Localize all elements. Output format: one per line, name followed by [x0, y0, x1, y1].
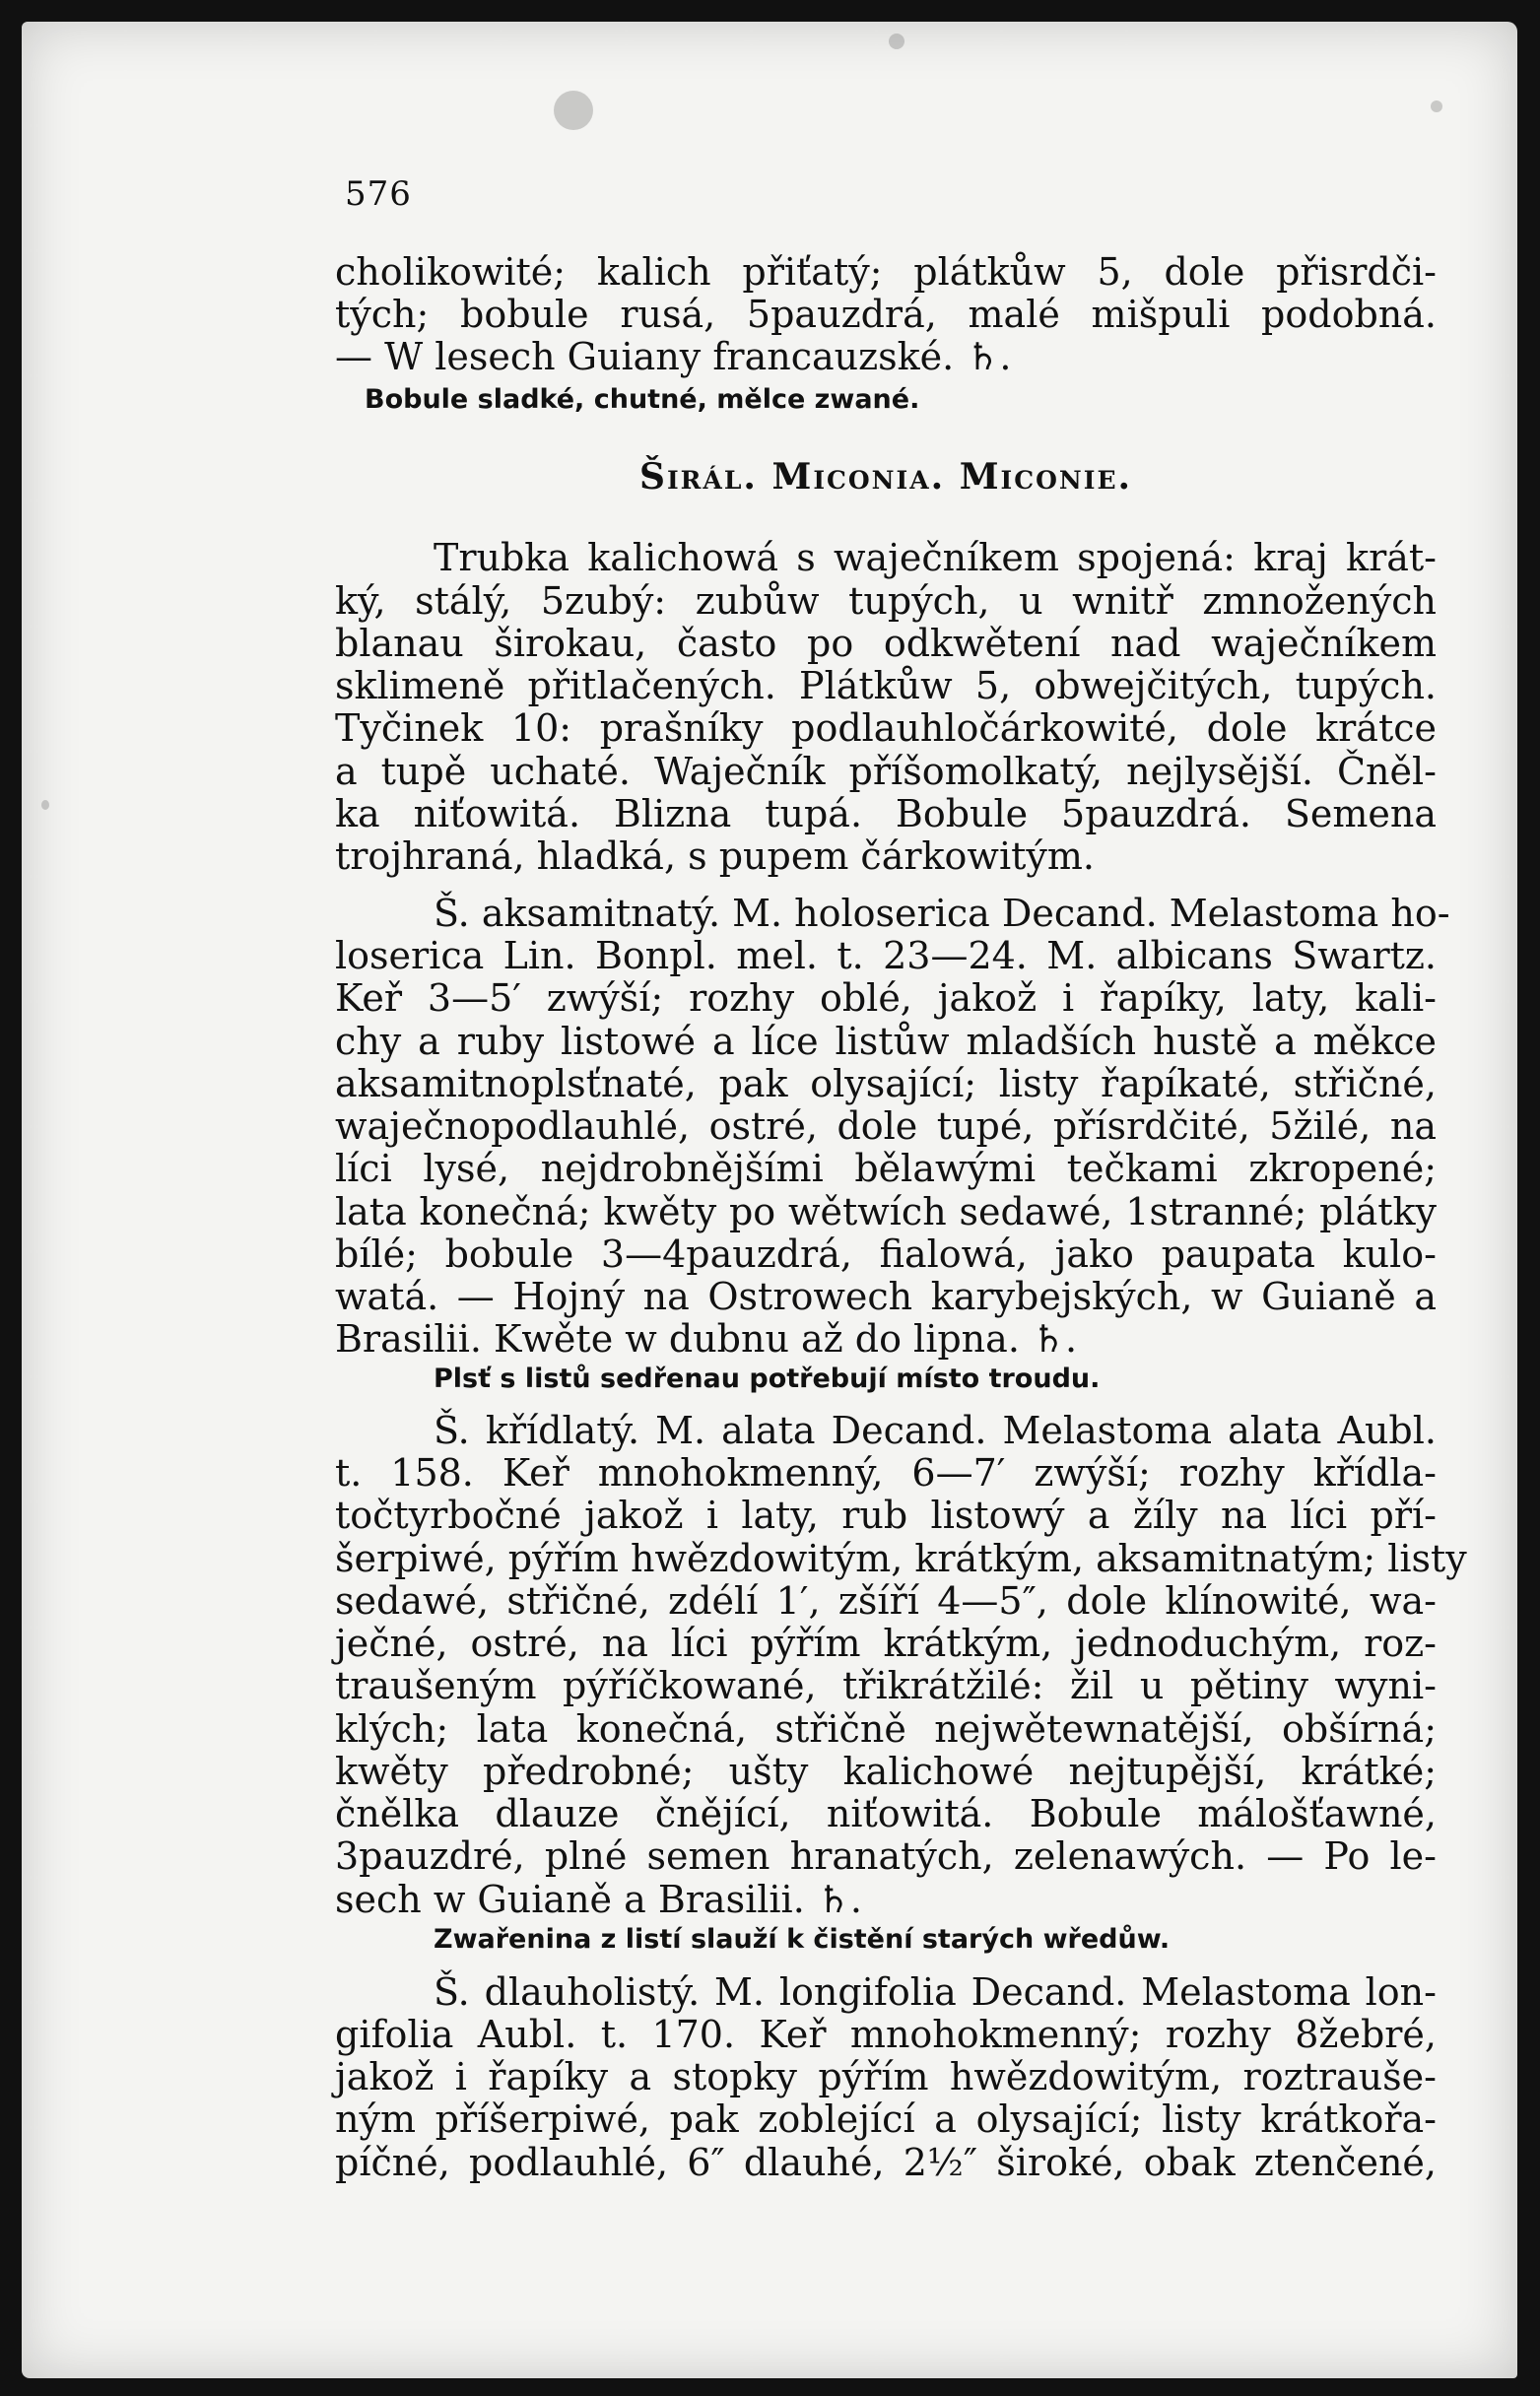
- text-line: ký, stálý, 5zubý: zubůw tupých, u wnitř zmnožených: [335, 579, 1437, 623]
- usage-note: Plsť s listů sedřenau potřebují místo troudu.: [434, 1364, 1101, 1394]
- text-line: jakož i řapíky a stopky pýřím hwězdowitým, roztrauše-: [335, 2055, 1437, 2098]
- usage-note: Bobule sladké, chutné, mělce zwané.: [365, 384, 920, 415]
- usage-note: Zwařenina z listí slauží k čistění starých wředůw.: [434, 1924, 1171, 1955]
- scan-speck: [889, 33, 904, 49]
- text-line: cholikowité; kalich přiťatý; plátkůw 5, dole přisrdči-: [335, 250, 1437, 294]
- species-entry-line: Š. křídlatý. M. alata Decand. Melastoma alata Aubl.: [434, 1409, 1437, 1452]
- text-line: píčné, podlauhlé, 6″ dlauhé, 2½″ široké, obak ztenčené,: [335, 2141, 1437, 2184]
- text-line: bílé; bobule 3—4pauzdrá, fialowá, jako paupata kulo-: [335, 1232, 1437, 1276]
- text-line: blanau širokau, často po odkwětení nad waječníkem: [335, 622, 1437, 665]
- text-line: t. 158. Keř mnohokmenný, 6—7′ zwýší; rozhy křídla-: [335, 1451, 1437, 1495]
- text-line: sedawé, střičné, zdélí 1′, zšíří 4—5″, dole klínowité, wa-: [335, 1579, 1437, 1623]
- text-line: aksamitnoplsťnaté, pak olysající; listy řapíkaté, střičné,: [335, 1062, 1437, 1105]
- scan-speck: [41, 800, 49, 810]
- genus-heading: Širál. Miconia. Miconie.: [638, 456, 1133, 498]
- text-line: watá. — Hojný na Ostrowech karybejských, w Guianě a: [335, 1275, 1437, 1318]
- text-line: ječné, ostré, na líci pýřím krátkým, jednoduchým, roz-: [335, 1622, 1437, 1665]
- text-line: waječnopodlauhlé, ostré, dole tupé, přísrdčité, 5žilé, na: [335, 1104, 1437, 1148]
- text-line: ným příšerpiwé, pak zoblející a olysající; listy krátkořa-: [335, 2097, 1437, 2141]
- species-entry-line: Š. dlauholistý. M. longifolia Decand. Melastoma lon-: [434, 1970, 1437, 2014]
- book-page: [22, 22, 1517, 2378]
- text-line: Tyčinek 10: prašníky podlauhločárkowité, dole krátce: [335, 706, 1437, 750]
- text-line: Keř 3—5′ zwýší; rozhy oblé, jakož i řapíky, laty, kali-: [335, 976, 1437, 1020]
- text-line: lata konečná; kwěty po wětwích sedawé, 1stranné; plátky: [335, 1190, 1437, 1233]
- text-line: kwěty předrobné; ušty kalichowé nejtupější, krátké;: [335, 1750, 1437, 1793]
- text-line: 3pauzdré, plné semen hranatých, zelenawých. — Po le-: [335, 1834, 1437, 1878]
- text-line: trojhraná, hladká, s pupem čárkowitým.: [335, 834, 1095, 878]
- text-line: sklimeně přitlačených. Plátkůw 5, obwejčitých, tupých.: [335, 664, 1437, 707]
- text-line: šerpiwé, pýřím hwězdowitým, krátkým, aksamitnatým; listy: [335, 1537, 1467, 1580]
- species-entry-line: Š. aksamitnatý. M. holoserica Decand. Melastoma ho-: [434, 892, 1450, 935]
- text-line: sech w Guianě a Brasilii. ♄.: [335, 1878, 863, 1921]
- text-line: traušeným pýříčkowané, třikrátžilé: žil u pětiny wyni-: [335, 1664, 1437, 1707]
- text-line: chy a ruby listowé a líce listůw mladších hustě a měkce: [335, 1020, 1437, 1063]
- scan-speck: [1431, 100, 1442, 112]
- text-line: točtyrbočné jakož i laty, rub listowý a žíly na líci pří-: [335, 1494, 1437, 1537]
- text-line: loserica Lin. Bonpl. mel. t. 23—24. M. albicans Swartz.: [335, 934, 1437, 977]
- text-line: líci lysé, nejdrobnějšími bělawými tečkami zkropené;: [335, 1147, 1437, 1190]
- text-line: ka niťowitá. Blizna tupá. Bobule 5pauzdrá. Semena: [335, 792, 1437, 835]
- text-line: klých; lata konečná, střičně nejwětewnatější, obšírná;: [335, 1707, 1437, 1751]
- text-line: — W lesech Guiany francauzské. ♄.: [335, 335, 1012, 378]
- scan-speck: [554, 91, 593, 130]
- page-number: 576: [345, 174, 412, 214]
- text-line: gifolia Aubl. t. 170. Keř mnohokmenný; rozhy 8žebré,: [335, 2013, 1437, 2056]
- text-line: Brasilii. Kwěte w dubnu až do lipna. ♄.: [335, 1317, 1078, 1361]
- text-line: tých; bobule rusá, 5pauzdrá, malé mišpuli podobná.: [335, 293, 1437, 336]
- text-line: Trubka kalichowá s waječníkem spojená: kraj krát-: [434, 536, 1437, 579]
- text-line: a tupě uchaté. Waječník příšomolkatý, nejlysější. Čněl-: [335, 750, 1437, 793]
- text-line: čnělka dlauze čnějící, niťowitá. Bobule málošťawné,: [335, 1792, 1437, 1835]
